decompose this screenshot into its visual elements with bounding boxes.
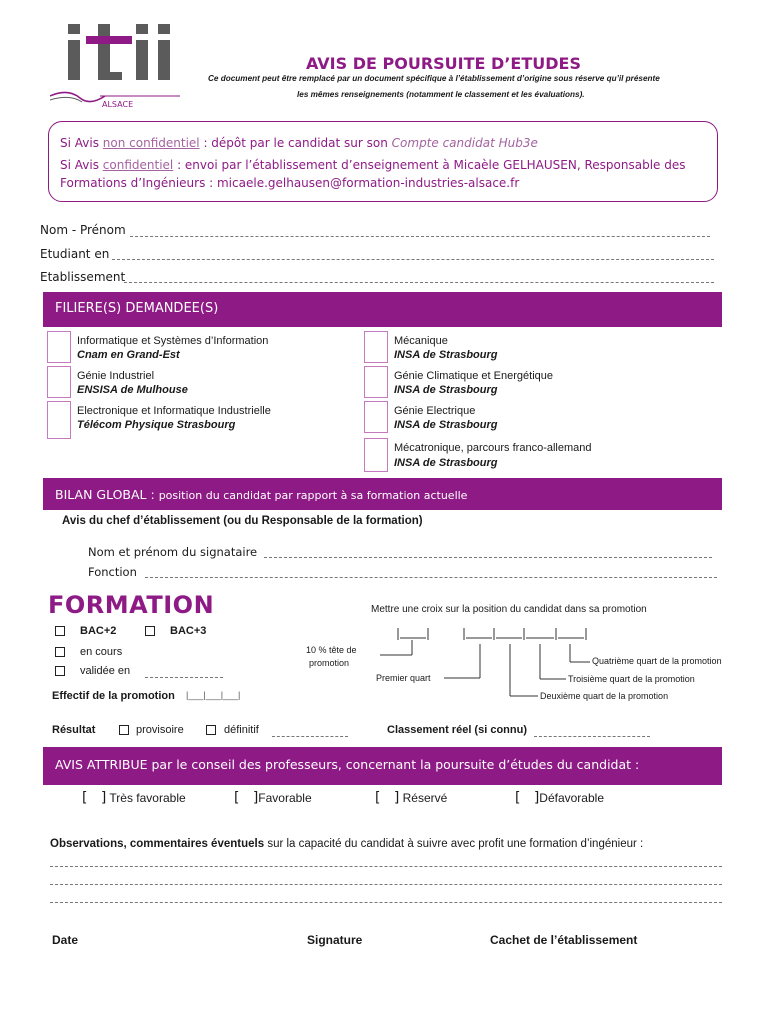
itii-logo-icon (50, 14, 185, 114)
filiere-eii-name: Electronique et Informatique Industrielle (77, 405, 271, 417)
name-field[interactable] (130, 236, 710, 237)
avis-bracket: [ ] (375, 790, 400, 806)
resultat-label: Résultat (52, 724, 96, 736)
logo-region: ALSACE (102, 100, 134, 109)
avis-option-defavorable[interactable] (515, 790, 604, 806)
bac2-label: BAC+2 (80, 625, 117, 637)
avis-option-tres-favorable[interactable] (82, 790, 186, 806)
effectif-label: Effectif de la promotion (52, 690, 175, 702)
effectif-field[interactable]: |___|___|___| (186, 690, 241, 700)
filieres-heading: FILIERE(S) DEMANDEE(S) (55, 301, 219, 316)
checkbox-ge[interactable] (364, 401, 388, 433)
checkbox-meca[interactable] (364, 331, 388, 363)
bilan-heading-bold: BILAN GLOBAL : (55, 487, 159, 502)
avis-bracket: [ ] (515, 790, 540, 806)
checkbox-eii[interactable] (47, 401, 71, 439)
date-label: Date (52, 933, 79, 947)
bac3-checkbox[interactable] (145, 626, 155, 636)
avis-label: Très favorable (109, 791, 186, 805)
bilan-heading-rest: position du candidat par rapport à sa formation actuelle (158, 489, 468, 502)
notice-line2 (60, 158, 685, 172)
observations-label (50, 838, 643, 850)
bac3-label: BAC+3 (170, 625, 207, 637)
observations-line-3[interactable] (50, 902, 722, 903)
en-cours-checkbox[interactable] (55, 647, 65, 657)
student-field[interactable] (112, 259, 714, 260)
avis-label: Réservé (402, 791, 448, 805)
observations-line-2[interactable] (50, 884, 722, 885)
avis-option-reserve[interactable] (375, 790, 447, 806)
avis-header (43, 747, 722, 785)
filiere-ge-name: Génie Electrique (394, 405, 476, 417)
function-field[interactable] (145, 577, 717, 578)
checkbox-mecatro[interactable] (364, 438, 388, 472)
logo (50, 14, 185, 114)
validee-label: validée en (80, 665, 131, 677)
cachet-label: Cachet de l’établissement (490, 933, 638, 947)
page-title: AVIS DE POURSUITE D’ETUDES (306, 54, 581, 73)
filiere-meca-name: Mécanique (394, 335, 448, 347)
top10-label: 10 % tête de (306, 645, 357, 655)
avis-label: Défavorable (539, 791, 604, 805)
signature-label: Signature (307, 933, 363, 947)
avis-heading: AVIS ATTRIBUE par le conseil des professeurs, concernant la poursuite d’études du candidat : (55, 757, 640, 772)
confidentiel-link[interactable]: confidentiel (102, 158, 174, 172)
header-note-line2: les mêmes renseignements (notamment le classement et les évaluations). (297, 90, 585, 99)
observations-line-1[interactable] (50, 866, 722, 867)
filiere-mecatro-name: Mécatronique, parcours franco-allemand (394, 442, 592, 454)
q4-label: Quatrième quart de la promotion (592, 656, 722, 666)
signatory-label: Nom et prénom du signataire (88, 545, 258, 559)
non-confidentiel-link[interactable]: non confidentiel (102, 136, 200, 150)
q1-label: Premier quart (376, 673, 431, 683)
q3-label: Troisième quart de la promotion (568, 674, 695, 684)
filieres-header (43, 292, 722, 327)
checkbox-gi[interactable] (47, 366, 71, 398)
notice-rest: : envoi par l’établissement d’enseignement à Micaèle GELHAUSEN, Responsable des (173, 158, 686, 172)
formation-instruction: Mettre une croix sur la position du candidat dans sa promotion (371, 604, 647, 615)
avis-bracket: [ ] (82, 790, 107, 806)
filiere-gce-school: INSA de Strasbourg (394, 384, 498, 396)
filiere-isi-school: Cnam en Grand-Est (77, 349, 180, 361)
bilan-header (43, 478, 722, 510)
definitif-label: définitif (224, 724, 259, 736)
provisoire-label: provisoire (136, 724, 184, 736)
function-label: Fonction (88, 565, 137, 579)
classement-field[interactable] (534, 736, 650, 737)
formation-title: FORMATION (48, 591, 215, 619)
observations-label-rest: sur la capacité du candidat à suivre avec profit une formation d’ingénieur : (264, 838, 644, 850)
definitif-checkbox[interactable] (206, 725, 216, 735)
checkbox-isi[interactable] (47, 331, 71, 363)
signatory-field[interactable] (264, 557, 712, 558)
notice-middle: : dépôt par le candidat sur son (199, 136, 392, 150)
filiere-ge-school: INSA de Strasbourg (394, 419, 498, 431)
validee-checkbox[interactable] (55, 666, 65, 676)
school-label: Etablissement (40, 270, 126, 284)
top10-label-2: promotion (309, 658, 350, 668)
en-cours-label: en cours (80, 646, 123, 658)
provisoire-checkbox[interactable] (119, 725, 129, 735)
hub3e-text: Compte candidat Hub3e (391, 136, 538, 150)
name-label: Nom - Prénom (40, 223, 126, 237)
classement-label: Classement réel (si connu) (387, 724, 527, 736)
school-field[interactable] (124, 282, 714, 283)
filiere-mecatro-school: INSA de Strasbourg (394, 457, 498, 469)
filiere-meca-school: INSA de Strasbourg (394, 349, 498, 361)
student-label: Etudiant en (40, 247, 110, 261)
filiere-isi-name: Informatique et Systèmes d’Information (77, 335, 269, 347)
notice-line3: Formations d’Ingénieurs : micaele.gelhausen@formation-industries-alsace.fr (60, 176, 520, 190)
observations-label-bold: Observations, commentaires éventuels (50, 838, 265, 850)
avis-option-favorable[interactable] (234, 790, 312, 806)
notice-prefix2: Si Avis (60, 158, 103, 172)
filiere-gi-school: ENSISA de Mulhouse (77, 384, 188, 396)
header-note-line1: Ce document peut être remplacé par un document spécifique à l’établissement d’origine sous réserve qu’il présente (208, 74, 660, 83)
avis-bracket: [ ] (234, 790, 259, 806)
notice-prefix: Si Avis (60, 136, 103, 150)
notice-line1 (60, 136, 538, 150)
filiere-gi-name: Génie Industriel (77, 370, 155, 382)
checkbox-gce[interactable] (364, 366, 388, 398)
definitif-field[interactable] (272, 736, 348, 737)
q2-label: Deuxième quart de la promotion (540, 691, 669, 701)
bac2-checkbox[interactable] (55, 626, 65, 636)
filiere-eii-school: Télécom Physique Strasbourg (77, 419, 236, 431)
bilan-heading (55, 487, 467, 502)
avis-label: Favorable (258, 791, 312, 805)
validee-year-field[interactable] (145, 677, 223, 678)
bilan-subheading: Avis du chef d’établissement (ou du Responsable de la formation) (62, 515, 423, 527)
filiere-gce-name: Génie Climatique et Energétique (394, 370, 553, 382)
